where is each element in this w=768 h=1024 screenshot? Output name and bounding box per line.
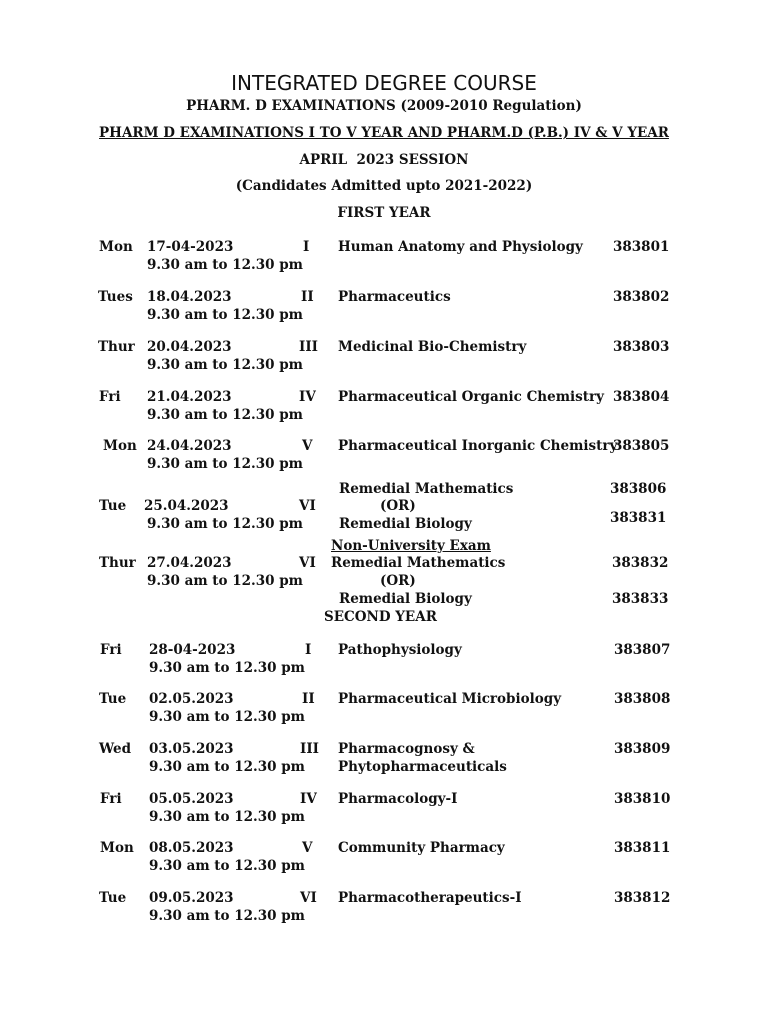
exam-time: 9.30 am to 12.30 pm [149,858,305,874]
subject-name: Remedial Mathematics [331,555,506,571]
subject-name: Pharmacotherapeutics-I [338,890,522,906]
subject-code: 383804 [613,389,670,405]
or-label: (OR) [380,498,416,514]
subject-code: 383803 [613,339,670,355]
exam-day: Thur [99,555,136,571]
subject-code: 383802 [613,289,670,305]
exam-day: Mon [103,438,137,454]
paper-number: V [302,840,313,856]
exam-date: 25.04.2023 [144,498,229,514]
subject-code: 383808 [614,691,671,707]
subject-name: Pharmacognosy & [338,741,475,757]
subject-code: 383805 [613,438,670,454]
subject-code: 383809 [614,741,671,757]
subject-name-cont: Phytopharmaceuticals [338,759,507,775]
exam-time: 9.30 am to 12.30 pm [147,257,303,273]
exam-date: 18.04.2023 [147,289,232,305]
or-label: (OR) [380,573,416,589]
exam-line: PHARM D EXAMINATIONS I TO V YEAR AND PHARM.D (P.B.) IV & V YEAR [99,125,669,141]
non-university-label: Non-University Exam [331,538,491,554]
subject-name: Pharmaceutical Organic Chemistry [338,389,604,405]
exam-day: Mon [100,840,134,856]
exam-day: Tues [98,289,133,305]
exam-day: Fri [99,389,121,405]
exam-date: 05.05.2023 [149,791,234,807]
subject-code: 383832 [612,555,669,571]
exam-date: 21.04.2023 [147,389,232,405]
subject-name: Remedial Biology [339,516,472,532]
paper-number: I [305,642,312,658]
paper-number: I [303,239,310,255]
subject-name: Human Anatomy and Physiology [338,239,583,255]
exam-day: Thur [98,339,135,355]
subject-name: Remedial Biology [339,591,472,607]
exam-day: Fri [100,642,122,658]
exam-time: 9.30 am to 12.30 pm [149,809,305,825]
exam-date: 02.05.2023 [149,691,234,707]
exam-date: 03.05.2023 [149,741,234,757]
subject-name: Pharmaceutical Microbiology [338,691,562,707]
exam-date: 20.04.2023 [147,339,232,355]
paper-number: II [302,691,315,707]
exam-time: 9.30 am to 12.30 pm [149,660,305,676]
exam-day: Tue [99,890,127,906]
exam-date: 24.04.2023 [147,438,232,454]
subject-code: 383811 [614,840,671,856]
document-title: INTEGRATED DEGREE COURSE [231,71,537,95]
subject-code: 383831 [610,510,667,526]
subject-name: Pathophysiology [338,642,462,658]
exam-date: 08.05.2023 [149,840,234,856]
subject-name: Pharmaceutics [338,289,451,305]
exam-time: 9.30 am to 12.30 pm [149,759,305,775]
subject-name: Pharmacology-I [338,791,458,807]
subject-code: 383807 [614,642,671,658]
document-subtitle: PHARM. D EXAMINATIONS (2009-2010 Regulation) [186,98,582,114]
paper-number: VI [299,555,316,571]
first-year-heading: FIRST YEAR [337,205,431,221]
exam-day: Tue [99,691,127,707]
exam-day: Wed [99,741,132,757]
subject-code: 383806 [610,481,667,497]
exam-time: 9.30 am to 12.30 pm [147,407,303,423]
paper-number: IV [299,389,316,405]
subject-code: 383810 [614,791,671,807]
subject-code: 383812 [614,890,671,906]
exam-day: Fri [100,791,122,807]
exam-date: 17-04-2023 [147,239,234,255]
paper-number: III [299,339,318,355]
exam-date: 27.04.2023 [147,555,232,571]
exam-time: 9.30 am to 12.30 pm [147,573,303,589]
subject-name: Medicinal Bio-Chemistry [338,339,527,355]
subject-name: Community Pharmacy [338,840,505,856]
exam-day: Tue [99,498,127,514]
paper-number: VI [300,890,317,906]
paper-number: IV [300,791,317,807]
exam-time: 9.30 am to 12.30 pm [147,516,303,532]
second-year-heading: SECOND YEAR [324,609,437,625]
subject-code: 383801 [613,239,670,255]
exam-time: 9.30 am to 12.30 pm [149,908,305,924]
candidates-note: (Candidates Admitted upto 2021-2022) [235,178,533,194]
paper-number: VI [299,498,316,514]
exam-date: 28-04-2023 [149,642,236,658]
subject-name: Remedial Mathematics [339,481,514,497]
exam-time: 9.30 am to 12.30 pm [149,709,305,725]
subject-code: 383833 [612,591,669,607]
session-label: APRIL 2023 SESSION [299,152,469,168]
paper-number: III [300,741,319,757]
paper-number: V [302,438,313,454]
exam-day: Mon [99,239,133,255]
exam-time: 9.30 am to 12.30 pm [147,456,303,472]
paper-number: II [301,289,314,305]
exam-time: 9.30 am to 12.30 pm [147,357,303,373]
exam-date: 09.05.2023 [149,890,234,906]
subject-name: Pharmaceutical Inorganic Chemistry [338,438,618,454]
exam-time: 9.30 am to 12.30 pm [147,307,303,323]
